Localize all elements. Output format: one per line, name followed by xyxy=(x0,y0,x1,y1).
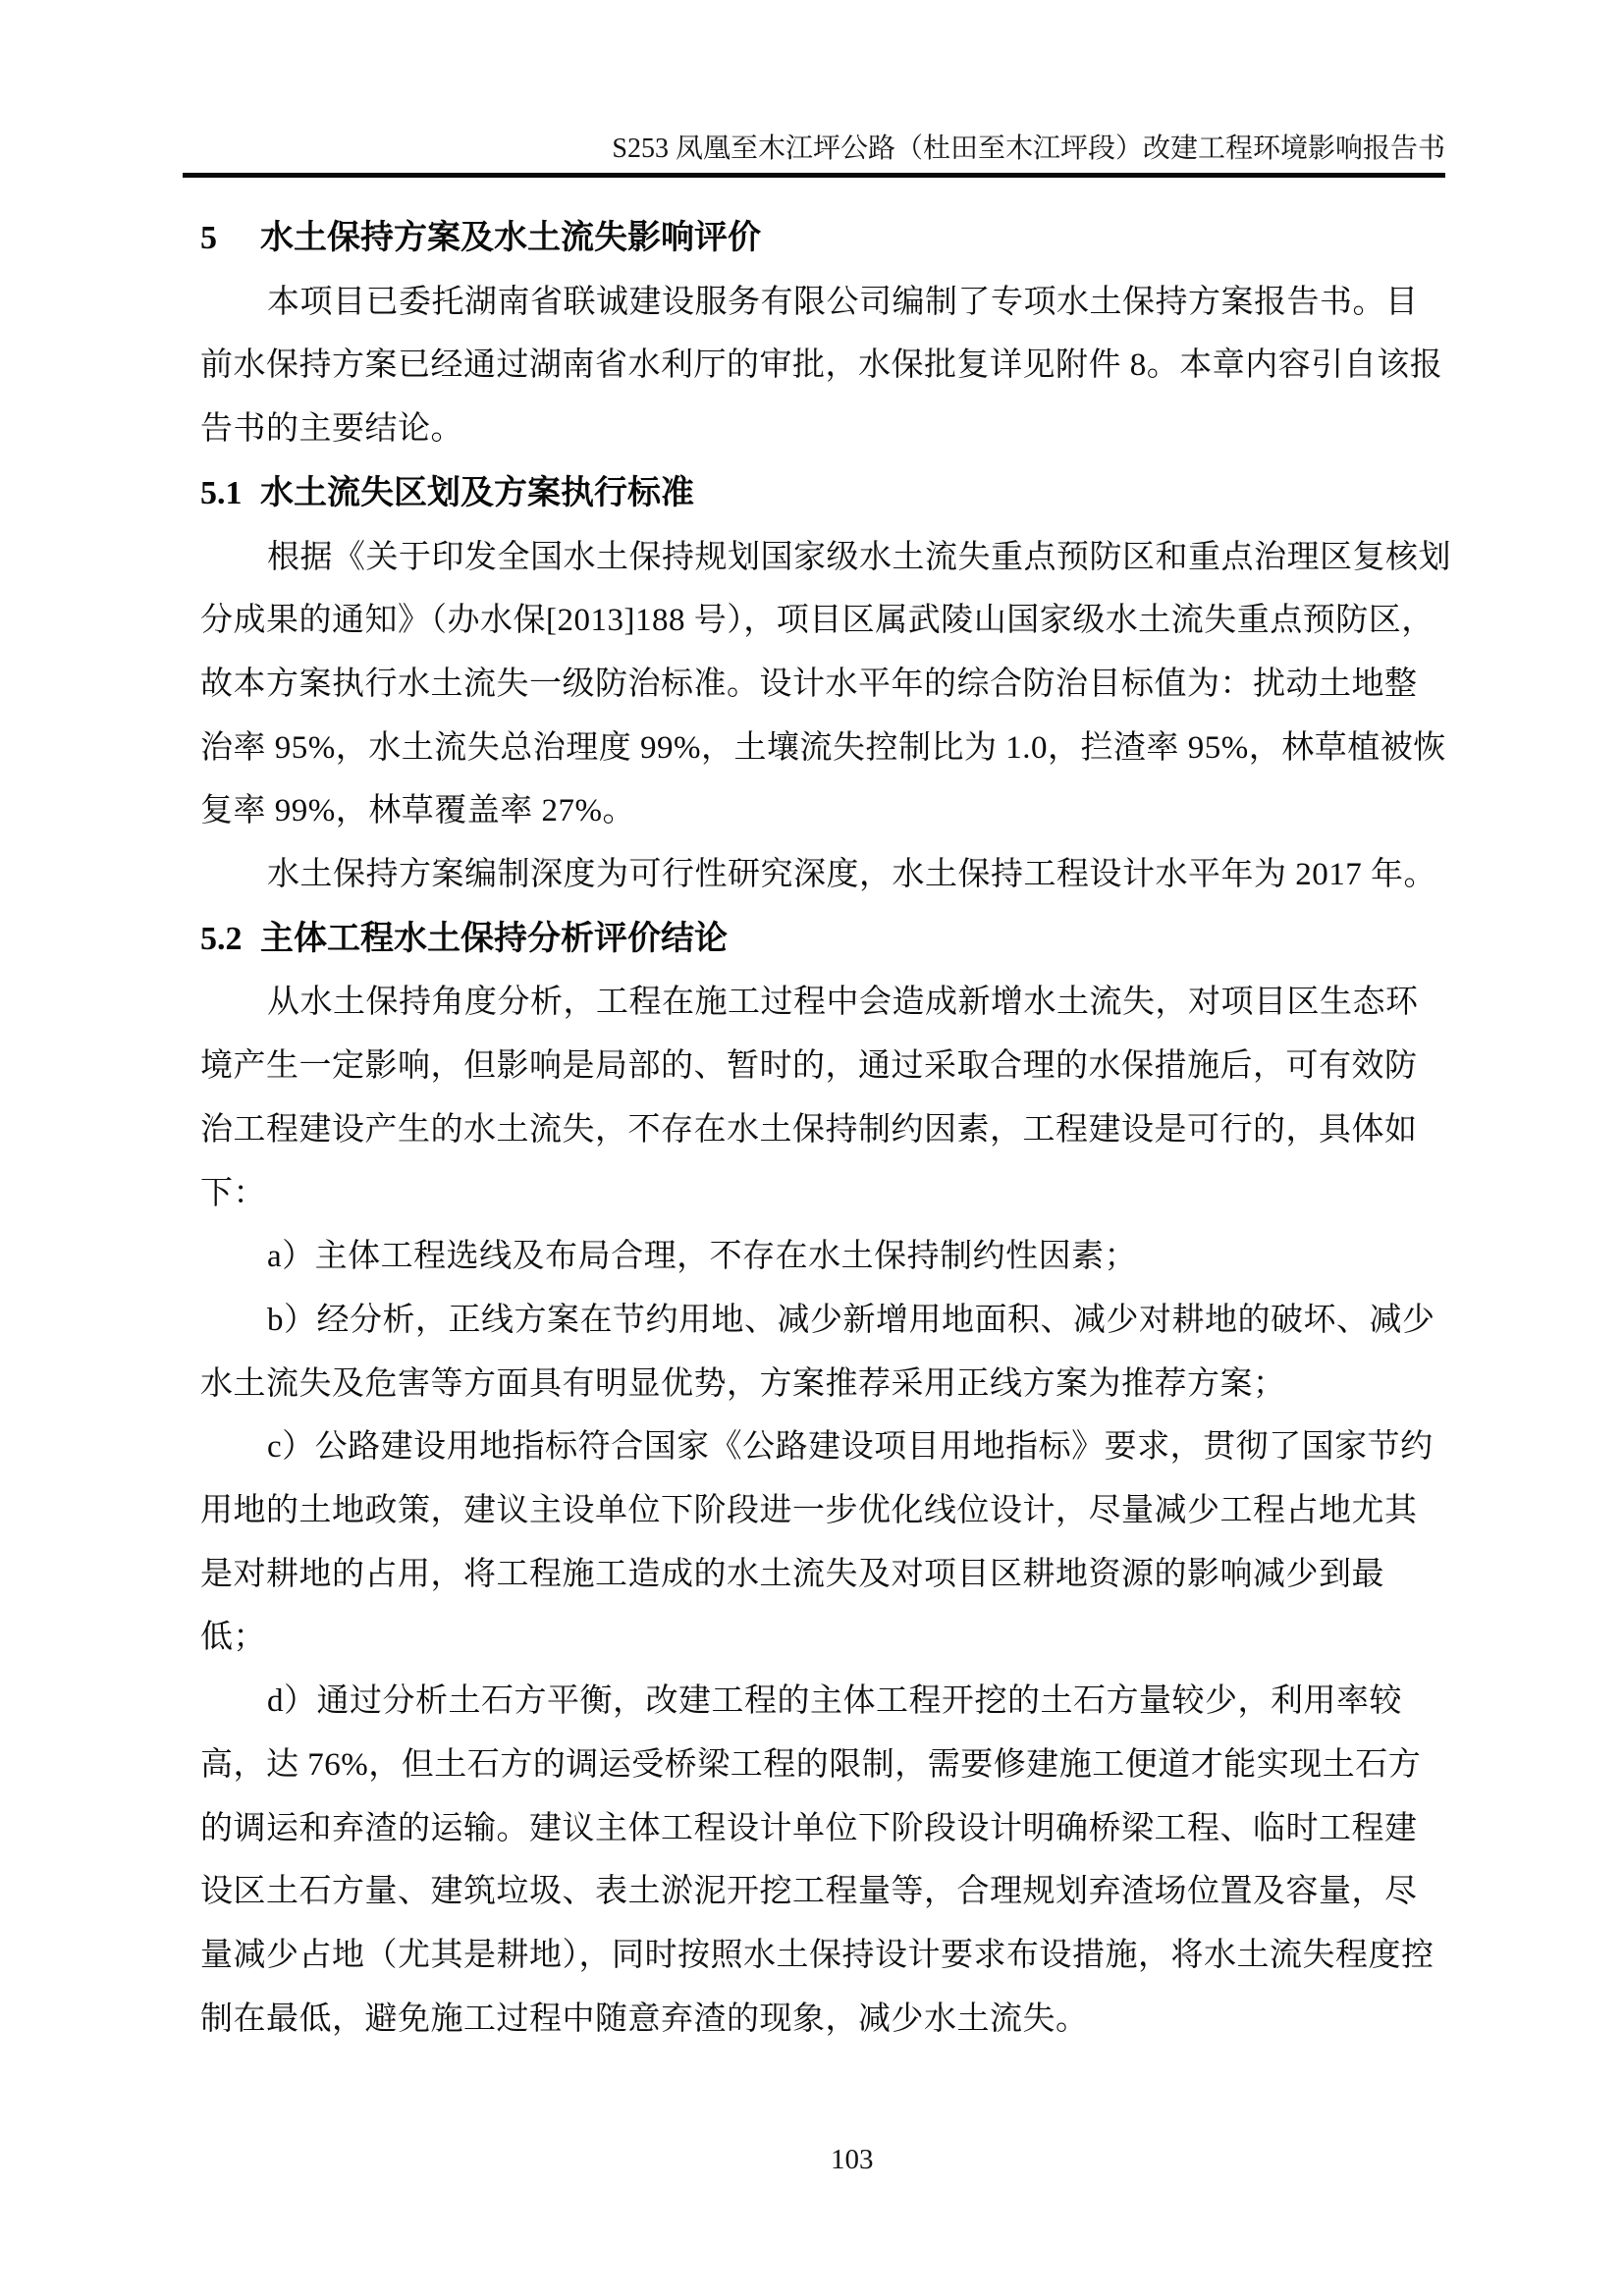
paragraph-line: 故本方案执行水土流失一级防治标准。设计水平年的综合防治目标值为：扰动土地整 xyxy=(200,666,1418,702)
paragraph-line: 从水土保持角度分析，工程在施工过程中会造成新增水土流失，对项目区生态环 xyxy=(267,985,1419,1021)
paragraph-line: 是对耕地的占用，将工程施工造成的水土流失及对项目区耕地资源的影响减少到最 xyxy=(200,1556,1384,1592)
report-title: S253 凤凰至木江坪公路（杜田至木江坪段）改建工程环境影响报告书 xyxy=(612,133,1445,164)
paragraph-line: 根据《关于印发全国水土保持规划国家级水土流失重点预防区和重点治理区复核划 xyxy=(267,539,1451,575)
paragraph-line: 复率 99%，林草覆盖率 27%。 xyxy=(200,793,635,829)
paragraph-line: 用地的土地政策，建议主设单位下阶段进一步优化线位设计，尽量减少工程占地尤其 xyxy=(200,1493,1418,1529)
section-title: 主体工程水土保持分析评价结论 xyxy=(260,919,728,957)
page-number: 103 xyxy=(831,2144,874,2175)
header-rule xyxy=(183,173,1445,178)
paragraph-line: 设区土石方量、建筑垃圾、表土淤泥开挖工程量等，合理规划弃渣场位置及容量，尽 xyxy=(200,1874,1418,1910)
section-heading-5 xyxy=(200,206,1439,271)
paragraph-line: a）主体工程选线及布局合理，不存在水土保持制约性因素； xyxy=(267,1239,1138,1275)
paragraph-line: d）通过分析土石方平衡，改建工程的主体工程开挖的土石方量较少，利用率较 xyxy=(267,1683,1402,1720)
section-number: 5.2 xyxy=(200,920,243,957)
paragraph-line: 低； xyxy=(200,1620,266,1656)
paragraph-line: 治率 95%，水土流失总治理度 99%，土壤流失控制比为 1.0，拦渣率 95%，林草植被恢 xyxy=(200,729,1446,766)
paragraph-line: b）经分析，正线方案在节约用地、减少新增用地面积、减少对耕地的破坏、减少 xyxy=(267,1302,1435,1338)
paragraph-line: 治工程建设产生的水土流失，不存在水土保持制约因素，工程建设是可行的，具体如 xyxy=(200,1111,1418,1148)
paragraph-line: 本项目已委托湖南省联诚建设服务有限公司编制了专项水土保持方案报告书。目 xyxy=(267,284,1419,320)
paragraph-line: 量减少占地（尤其是耕地），同时按照水土保持设计要求布设措施，将水土流失程度控 xyxy=(200,1937,1435,1973)
paragraph-line: 境产生一定影响，但影响是局部的、暂时的，通过采取合理的水保措施后，可有效防 xyxy=(200,1048,1418,1085)
paragraph-line: 告书的主要结论。 xyxy=(200,411,463,448)
document-body xyxy=(200,206,1451,2051)
paragraph-line: 下： xyxy=(200,1175,266,1211)
section-title: 水土流失区划及方案执行标准 xyxy=(260,473,694,511)
paragraph-line: 制在最低，避免施工过程中随意弃渣的现象，减少水土流失。 xyxy=(200,2001,1089,2037)
paragraph-line: 高，达 76%，但土石方的调运受桥梁工程的限制，需要修建施工便道才能实现土石方 xyxy=(200,1746,1422,1783)
paragraph-line: 水土流失及危害等方面具有明显优势，方案推荐采用正线方案为推荐方案； xyxy=(200,1365,1286,1402)
section-title: 水土保持方案及水土流失影响评价 xyxy=(260,219,761,256)
paragraph-line: 前水保持方案已经通过湖南省水利厅的审批，水保批复详见附件 8。本章内容引自该报 xyxy=(200,347,1443,384)
paragraph-line: c）公路建设用地指标符合国家《公路建设项目用地指标》要求，贯彻了国家节约 xyxy=(267,1429,1434,1466)
paragraph-line: 分成果的通知》（办水保[2013]188 号），项目区属武陵山国家级水土流失重点预防区， xyxy=(200,603,1435,639)
section-heading-5.1 xyxy=(200,461,1439,526)
section-number: 5.1 xyxy=(200,474,243,511)
section-heading-5.2 xyxy=(200,907,1439,972)
running-header xyxy=(183,132,1445,167)
paragraph-line: 的调运和弃渣的运输。建议主体工程设计单位下阶段设计明确桥梁工程、临时工程建 xyxy=(200,1810,1418,1846)
paragraph-line: 水土保持方案编制深度为可行性研究深度，水土保持工程设计水平年为 2017 年。 xyxy=(267,857,1436,893)
section-number: 5 xyxy=(200,220,217,256)
